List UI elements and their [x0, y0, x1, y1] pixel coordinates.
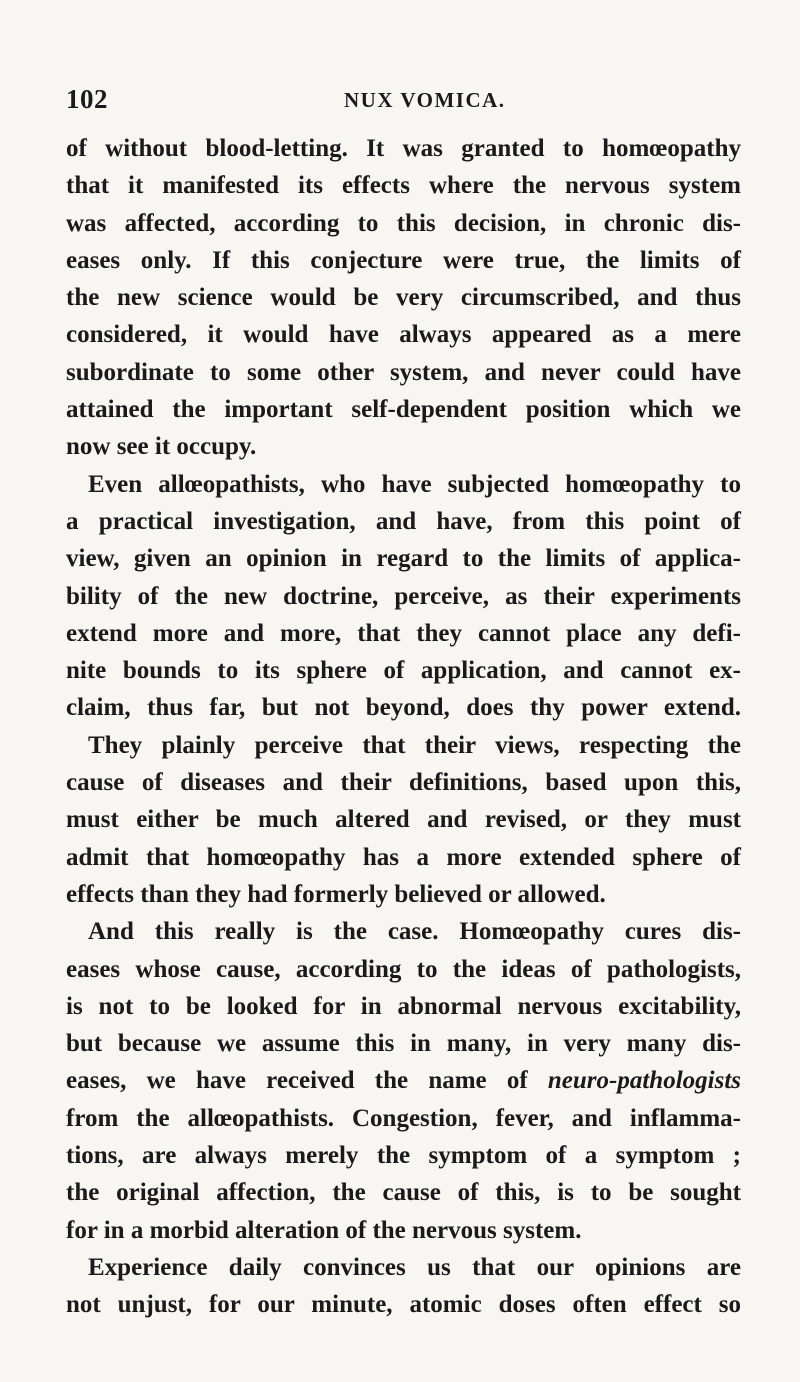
text-line: eases whose cause, according to the ideas of pathologists,: [66, 955, 741, 983]
italic-term: neuro-pathologists: [547, 1067, 741, 1095]
text-line: was affected, according to this decision, in chronic dis-: [66, 209, 741, 237]
text-line-segment: eases, we have received the name of: [66, 1067, 548, 1095]
text-line: not unjust, for our minute, atomic doses often effect so: [66, 1291, 741, 1319]
page-header: [66, 84, 744, 120]
text-line: Experience daily convinces us that our opinions are: [88, 1253, 741, 1281]
text-line: the original affection, the cause of this, is to be sought: [66, 1179, 741, 1207]
text-line: extend more and more, that they cannot place any defi-: [66, 619, 741, 647]
text-line: of without blood-letting. It was granted to homœopathy: [66, 135, 741, 162]
text-line: tions, are always merely the symptom of a symptom ;: [66, 1142, 741, 1170]
text-line: considered, it would have always appeared as a mere: [66, 321, 741, 349]
text-line: the new science would be very circumscribed, and thus: [66, 284, 741, 312]
text-line: admit that homœopathy has a more extended sphere of: [66, 843, 741, 871]
running-head: NUX VOMICA.: [344, 88, 506, 112]
text-line: now see it occupy.: [66, 433, 257, 461]
text-line: that it manifested its effects where the nervous system: [66, 172, 741, 200]
text-line: [66, 1062, 741, 1099]
text-line: must either be much altered and revised, or they must: [66, 806, 741, 834]
page-number: 102: [66, 84, 108, 114]
text-line: but because we assume this in many, in very many dis-: [66, 1030, 741, 1058]
text-line: effects than they had formerly believed or allowed.: [66, 880, 606, 908]
text-line: claim, thus far, but not beyond, does thy power extend.: [66, 694, 741, 722]
text-line: nite bounds to its sphere of application, and cannot ex-: [66, 657, 741, 685]
text-line: cause of diseases and their definitions, based upon this,: [66, 769, 741, 797]
text-line: from the allœopathists. Congestion, fever, and inflamma-: [66, 1104, 741, 1132]
text-line: a practical investigation, and have, from this point of: [66, 507, 741, 535]
text-line: subordinate to some other system, and never could have: [66, 358, 741, 386]
text-line: bility of the new doctrine, perceive, as their experiments: [66, 582, 741, 610]
text-line: view, given an opinion in regard to the limits of applica-: [66, 545, 741, 573]
text-line: is not to be looked for in abnormal nervous excitability,: [66, 992, 741, 1020]
body-text: [66, 130, 741, 1324]
text-line: for in a morbid alteration of the nervous system.: [66, 1216, 582, 1244]
text-line: Even allœopathists, who have subjected homœopathy to: [88, 470, 741, 498]
text-line: And this really is the case. Homœopathy cures dis-: [88, 918, 741, 946]
text-line: eases only. If this conjecture were true, the limits of: [66, 246, 741, 274]
text-line: They plainly perceive that their views, respecting the: [88, 731, 741, 759]
text-line: attained the important self-dependent position which we: [66, 396, 741, 424]
